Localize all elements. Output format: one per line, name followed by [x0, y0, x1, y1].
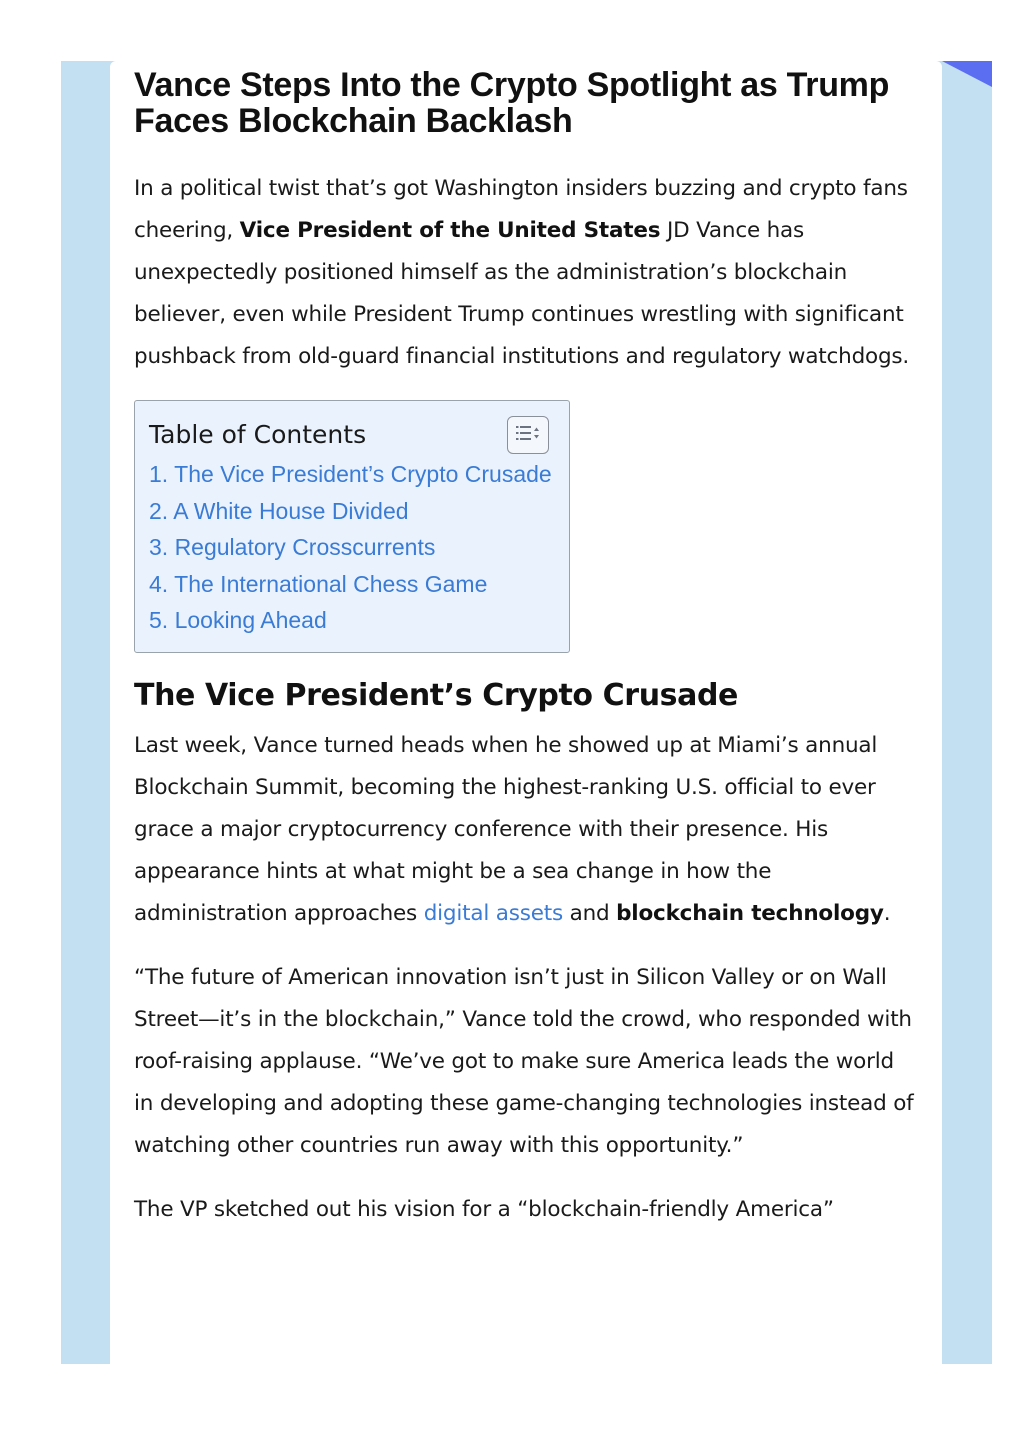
- intro-text-start: In a political twist that’s got Washington insiders buzzing and crypto fans cheering,: [134, 176, 908, 243]
- intro-bold-text: Vice President of the United States: [239, 218, 661, 243]
- toc-item-international-chess-game[interactable]: 4. The International Chess Game: [149, 570, 488, 597]
- toc-item-regulatory-crosscurrents[interactable]: 3. Regulatory Crosscurrents: [149, 534, 436, 561]
- list-toggle-icon: [516, 425, 540, 445]
- paragraph-text: and: [562, 901, 617, 926]
- article-card: [110, 61, 942, 1364]
- paragraph-bold-text: blockchain technology: [616, 901, 884, 926]
- toc-list: [149, 456, 555, 639]
- section-paragraph-3: The VP sketched out his vision for a “blockchain-friendly America”: [134, 1197, 834, 1222]
- toc-title: Table of Contents: [149, 420, 367, 449]
- digital-assets-link[interactable]: digital assets: [423, 901, 563, 926]
- article-body: [134, 61, 919, 1231]
- section-heading: The Vice President’s Crypto Crusade: [134, 678, 738, 713]
- intro-text-end: JD Vance has unexpectedly positioned himself as the administration’s blockchain believer, even while President Trump continues wrestling with significant pushback from old-guard financial institutions and regulatory watchdogs.: [134, 218, 910, 369]
- toc-item-looking-ahead[interactable]: 5. Looking Ahead: [149, 607, 327, 634]
- toc-toggle-button[interactable]: [507, 416, 549, 454]
- section-paragraph-2: “The future of American innovation isn’t just in Silicon Valley or on Wall Street—it’s in the blockchain,” Vance told the crowd, who responded with roof-raising applause. “We’ve got to make sure America leads the world in developing and adopting these game-changing technologies instead of watching other countries run away with this opportunity.”: [134, 965, 914, 1158]
- toc-item-white-house-divided[interactable]: 2. A White House Divided: [149, 497, 409, 524]
- section-paragraph-1: [134, 725, 919, 935]
- table-of-contents: [134, 400, 570, 653]
- toc-item-crypto-crusade[interactable]: 1. The Vice President’s Crypto Crusade: [149, 461, 552, 487]
- paragraph-text: .: [883, 901, 891, 926]
- article-title: Vance Steps Into the Crypto Spotlight as Trump Faces Blockchain Backlash: [134, 66, 890, 140]
- intro-paragraph: [134, 168, 919, 378]
- corner-accent-decoration: [942, 61, 992, 87]
- paragraph-text: Last week, Vance turned heads when he showed up at Miami’s annual Blockchain Summit, becoming the highest-ranking U.S. official to ever grace a major cryptocurrency conference with their presence. His appearance hints at what might be a sea change in how the administration approaches: [134, 733, 878, 926]
